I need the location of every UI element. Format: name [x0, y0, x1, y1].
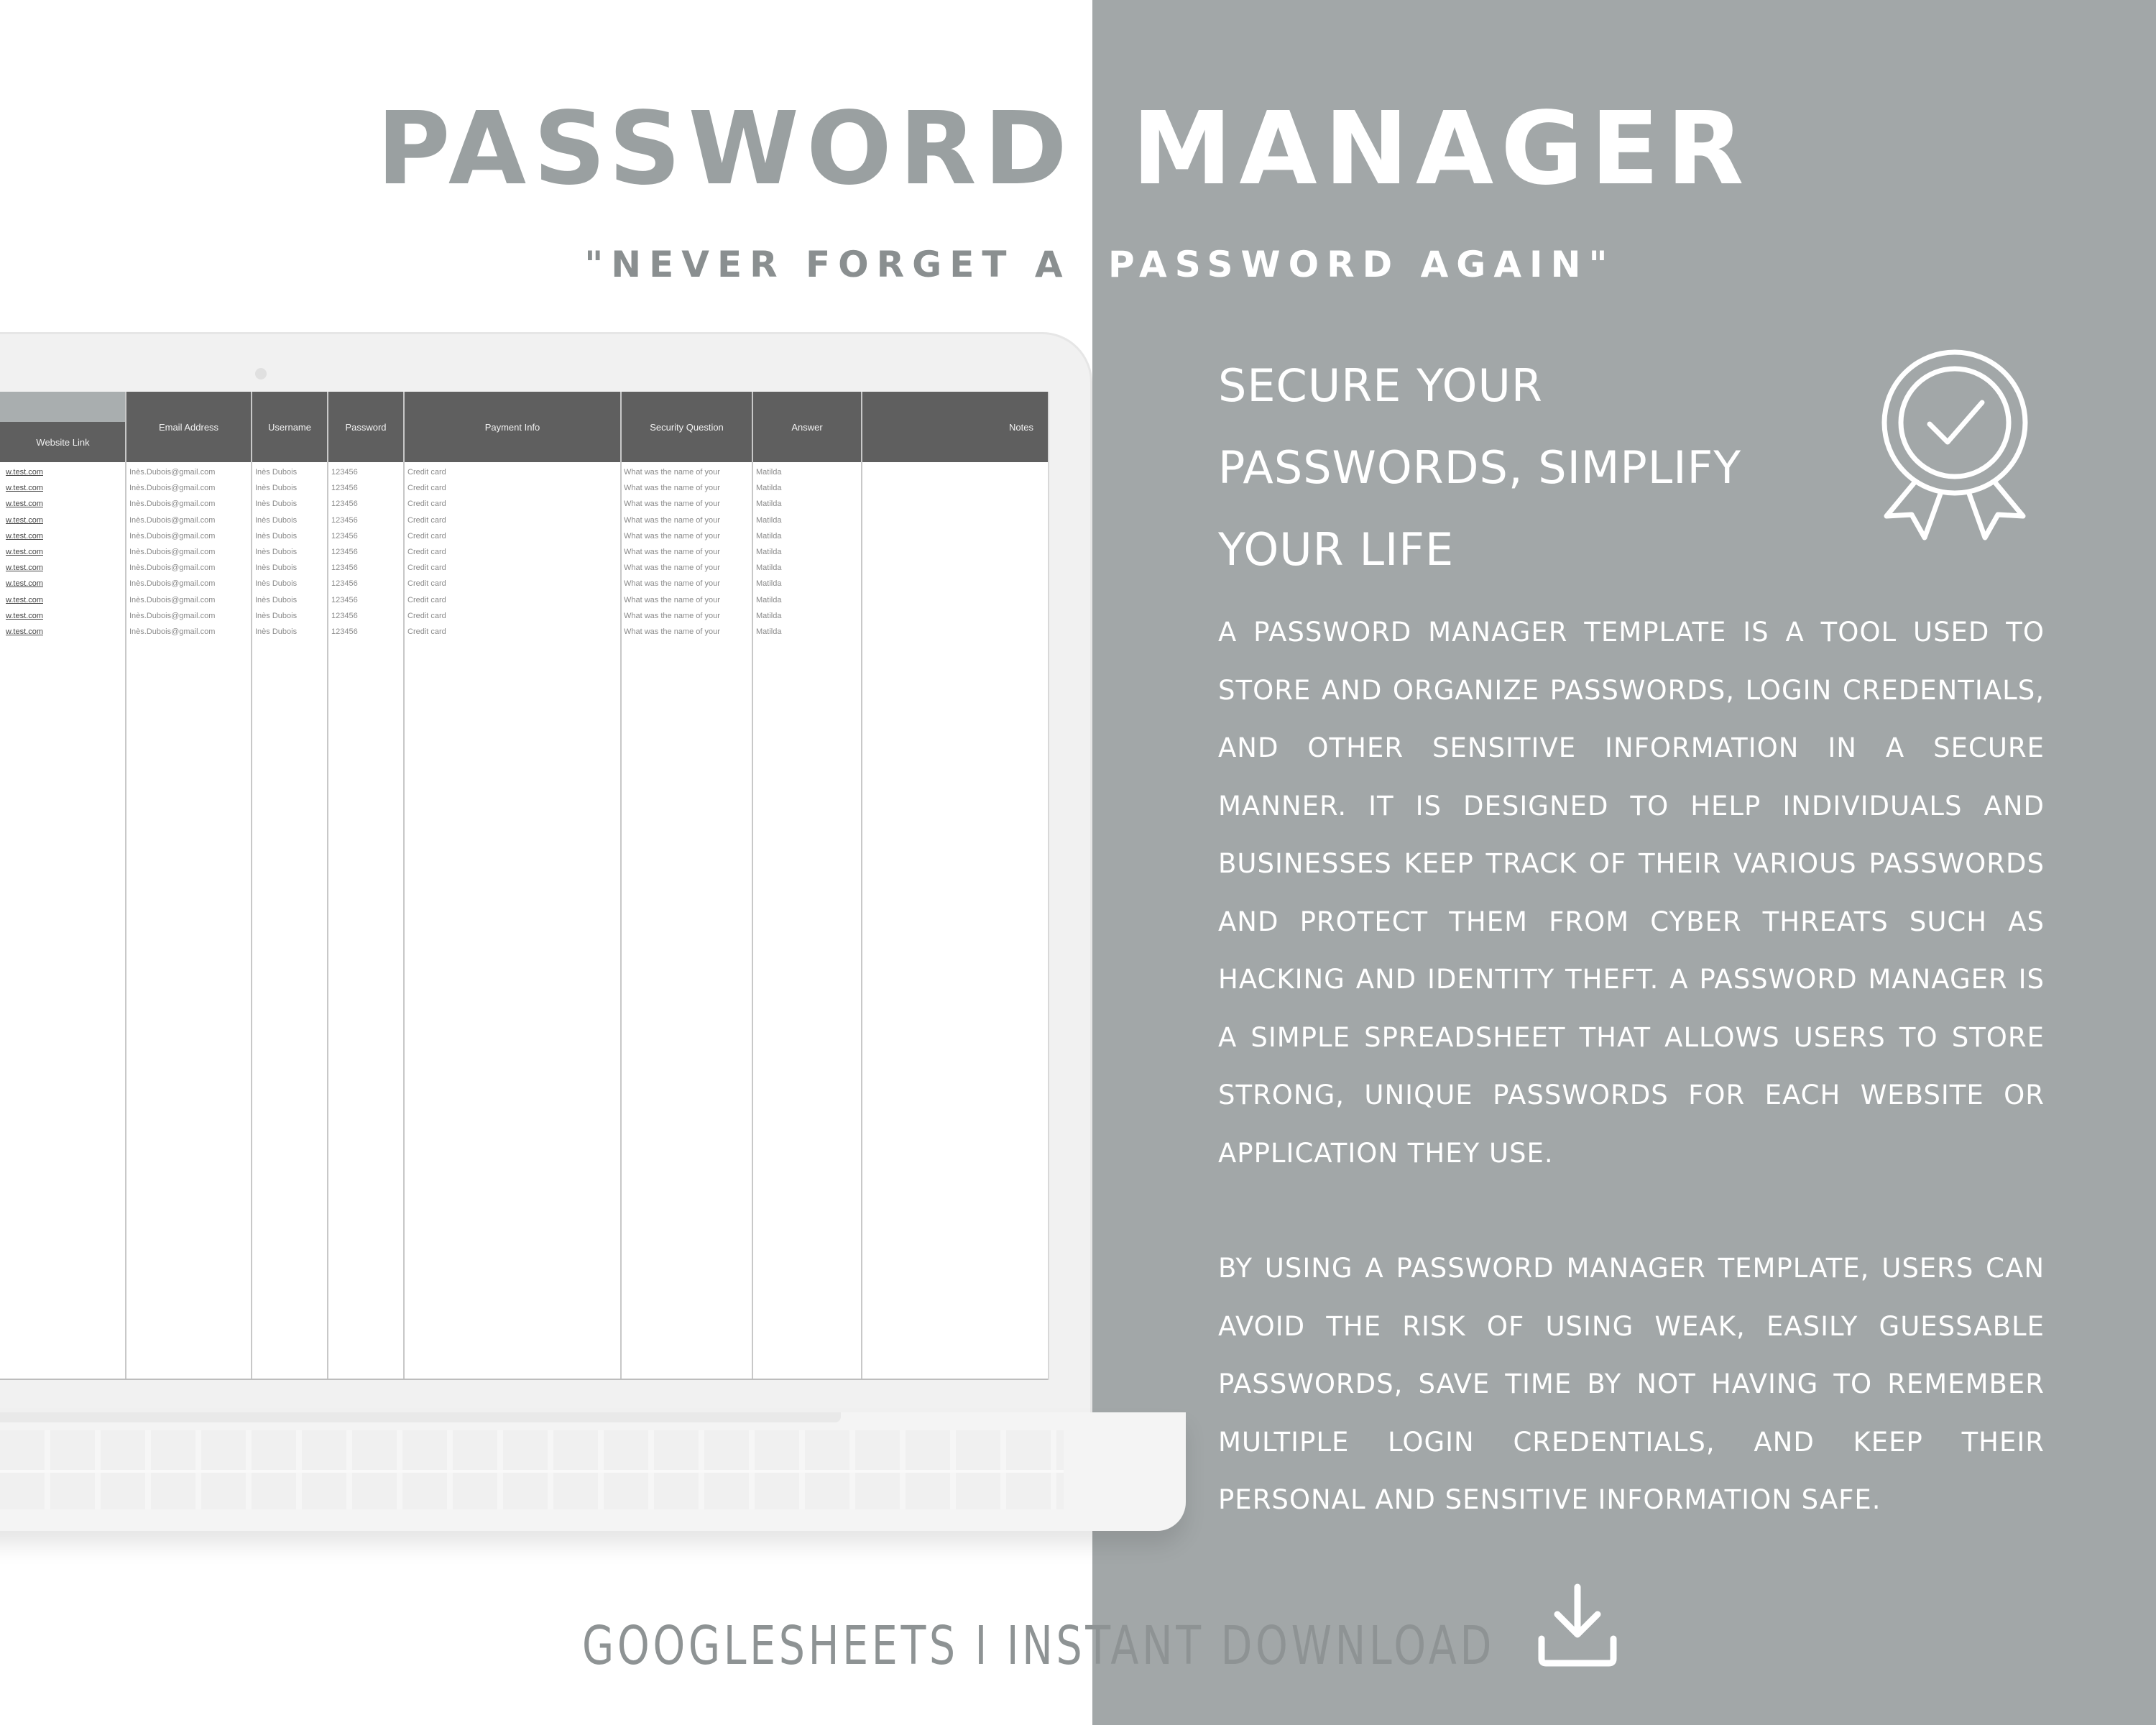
col-divider [403, 392, 405, 1380]
cell-email[interactable]: Inès.Dubois@gmail.com [129, 579, 216, 589]
cell-payment[interactable]: Credit card [407, 564, 446, 573]
cell-password[interactable]: 123456 [331, 548, 358, 556]
heading-line-2: PASSWORDS, SIMPLIFY [1218, 441, 1742, 494]
table-bottom-border [0, 1379, 1048, 1380]
cell-link[interactable]: w.test.com [6, 564, 43, 573]
cell-password[interactable]: 123456 [331, 611, 358, 620]
cell-password[interactable]: 123456 [331, 484, 358, 493]
col-divider [125, 392, 126, 1380]
cell-link[interactable]: w.test.com [6, 627, 43, 636]
cell-username[interactable]: Inès Dubois [255, 468, 298, 477]
cell-email[interactable]: Inès.Dubois@gmail.com [129, 500, 216, 509]
cell-email[interactable]: Inès.Dubois@gmail.com [129, 548, 216, 556]
cell-password[interactable]: 123456 [331, 595, 358, 604]
cell-link[interactable]: w.test.com [6, 468, 43, 477]
cell-payment[interactable]: Credit card [407, 484, 446, 493]
cell-answer[interactable]: Matilda [756, 484, 782, 493]
title-text-2: MANAGER [1132, 91, 1751, 208]
cell-payment[interactable]: Credit card [407, 548, 446, 556]
cell-username[interactable]: Inès Dubois [255, 564, 298, 573]
cell-payment[interactable]: Credit card [407, 468, 446, 477]
col-divider [620, 392, 622, 1380]
cell-link[interactable]: w.test.com [6, 515, 43, 525]
cell-password[interactable]: 123456 [331, 579, 358, 589]
cell-username[interactable]: Inès Dubois [255, 579, 298, 589]
cell-answer[interactable]: Matilda [756, 595, 782, 604]
cell-answer[interactable]: Matilda [756, 515, 782, 525]
cell-link[interactable]: w.test.com [6, 611, 43, 620]
description-paragraph-2: BY USING A PASSWORD MANAGER TEMPLATE, USERS CAN AVOID THE RISK OF USING WEAK, EASILY GUESSABLE PASSWORDS, SAVE TIME BY NOT HAVING TO REMEMBER MULTIPLE LOGIN CREDENTIALS, AND KEEP THEIR PERSONAL AND SENSITIVE INFORMATION SAFE. [1218, 1253, 2045, 1515]
footer-svg [568, 1596, 1502, 1682]
heading-line-3: YOUR LIFE [1218, 523, 1455, 576]
cell-payment[interactable]: Credit card [407, 500, 446, 509]
cell-payment[interactable]: Credit card [407, 515, 446, 525]
cell-question[interactable]: What was the name of your [624, 564, 720, 573]
cell-password[interactable]: 123456 [331, 468, 358, 477]
col-header-payment[interactable]: Payment Info [404, 392, 621, 462]
col-header-email[interactable]: Email Address [126, 392, 252, 462]
cell-question[interactable]: What was the name of your [624, 548, 720, 556]
download-icon[interactable] [1534, 1581, 1621, 1668]
spreadsheet [0, 392, 1048, 1380]
cell-link[interactable]: w.test.com [6, 579, 43, 589]
col-header-website-link[interactable]: Website Link [0, 422, 126, 462]
page-title [0, 83, 2156, 226]
award-ribbon-check-icon [1861, 345, 2048, 539]
cell-question[interactable]: What was the name of your [624, 595, 720, 604]
cell-link[interactable]: w.test.com [6, 548, 43, 556]
cell-username[interactable]: Inès Dubois [255, 500, 298, 509]
cell-question[interactable]: What was the name of your [624, 515, 720, 525]
cell-answer[interactable]: Matilda [756, 564, 782, 573]
cell-username[interactable]: Inès Dubois [255, 611, 298, 620]
col-header-answer[interactable]: Answer [752, 392, 862, 462]
cell-password[interactable]: 123456 [331, 627, 358, 636]
footer-text: GOOGLESHEETS I INSTANT DOWNLOAD [582, 1615, 1495, 1677]
cell-answer[interactable]: Matilda [756, 627, 782, 636]
laptop-hinge [0, 1412, 841, 1422]
cell-username[interactable]: Inès Dubois [255, 548, 298, 556]
cell-password[interactable]: 123456 [331, 515, 358, 525]
cell-question[interactable]: What was the name of your [624, 468, 720, 477]
cell-link[interactable]: w.test.com [6, 484, 43, 493]
cell-answer[interactable]: Matilda [756, 500, 782, 509]
tagline-right: PASSWORD AGAIN" [1108, 244, 1616, 285]
cell-email[interactable]: Inès.Dubois@gmail.com [129, 484, 216, 493]
cell-username[interactable]: Inès Dubois [255, 531, 298, 540]
cell-email[interactable]: Inès.Dubois@gmail.com [129, 627, 216, 636]
title-text: PASSWORD [377, 91, 1074, 208]
cell-answer[interactable]: Matilda [756, 468, 782, 477]
cell-password[interactable]: 123456 [331, 564, 358, 573]
cell-email[interactable]: Inès.Dubois@gmail.com [129, 564, 216, 573]
cell-question[interactable]: What was the name of your [624, 579, 720, 589]
cell-email[interactable]: Inès.Dubois@gmail.com [129, 595, 216, 604]
cell-payment[interactable]: Credit card [407, 627, 446, 636]
cell-payment[interactable]: Credit card [407, 595, 446, 604]
cell-answer[interactable]: Matilda [756, 548, 782, 556]
cell-username[interactable]: Inès Dubois [255, 515, 298, 525]
cell-username[interactable]: Inès Dubois [255, 595, 298, 604]
col-divider [251, 392, 252, 1380]
cell-payment[interactable]: Credit card [407, 531, 446, 540]
cell-email[interactable]: Inès.Dubois@gmail.com [129, 515, 216, 525]
laptop-screen [0, 392, 1049, 1380]
col-header-username[interactable]: Username [252, 392, 328, 462]
cell-email[interactable]: Inès.Dubois@gmail.com [129, 468, 216, 477]
cell-question[interactable]: What was the name of your [624, 611, 720, 620]
tagline-left: "NEVER FORGET A [584, 244, 1091, 285]
cell-email[interactable]: Inès.Dubois@gmail.com [129, 611, 216, 620]
description-paragraph-1: A PASSWORD MANAGER TEMPLATE IS A TOOL USED TO STORE AND ORGANIZE PASSWORDS, LOGIN CREDENTIALS, AND OTHER SENSITIVE INFORMATION IN A SECURE MANNER. IT IS DESIGNED TO HELP INDIVIDUALS AND BUSINESSES KEEP TRACK OF THEIR VARIOUS PASSWORDS AND PROTECT THEM FROM CYBER THREATS SUCH AS HACKING AND IDENTITY THEFT. A PASSWORD MANAGER IS A SIMPLE SPREADSHEET THAT ALLOWS USERS TO STORE STRONG, UNIQUE PASSWORDS FOR EACH WEBSITE OR APPLICATION THEY USE. [1218, 617, 2045, 1169]
cell-question[interactable]: What was the name of your [624, 531, 720, 540]
col-divider [752, 392, 753, 1380]
cell-answer[interactable]: Matilda [756, 531, 782, 540]
cell-answer[interactable]: Matilda [756, 579, 782, 589]
col-divider [327, 392, 328, 1380]
cell-email[interactable]: Inès.Dubois@gmail.com [129, 531, 216, 540]
col-header-notes[interactable]: Notes [862, 392, 1048, 462]
col-header-security-question[interactable]: Security Question [621, 392, 752, 462]
col-divider [861, 392, 862, 1380]
cell-link[interactable]: w.test.com [6, 500, 43, 509]
laptop-camera [255, 368, 267, 380]
cell-link[interactable]: w.test.com [6, 531, 43, 540]
cell-password[interactable]: 123456 [331, 531, 358, 540]
cell-username[interactable]: Inès Dubois [255, 484, 298, 493]
cell-question[interactable]: What was the name of your [624, 500, 720, 509]
cell-password[interactable]: 123456 [331, 500, 358, 509]
cell-answer[interactable]: Matilda [756, 611, 782, 620]
cell-question[interactable]: What was the name of your [624, 627, 720, 636]
cell-payment[interactable]: Credit card [407, 579, 446, 589]
cell-link[interactable]: w.test.com [6, 595, 43, 604]
tagline-svg [0, 237, 2156, 295]
cell-username[interactable]: Inès Dubois [255, 627, 298, 636]
cell-payment[interactable]: Credit card [407, 611, 446, 620]
page-title-svg [0, 83, 2156, 226]
footer-caption [568, 1596, 1502, 1682]
cell-question[interactable]: What was the name of your [624, 484, 720, 493]
header-band [0, 392, 126, 422]
heading-line-1: SECURE YOUR [1218, 359, 1543, 412]
col-header-password[interactable]: Password [328, 392, 404, 462]
secure-heading [1218, 345, 1807, 591]
tagline [0, 237, 2156, 295]
laptop-keyboard-row [0, 1470, 1064, 1473]
